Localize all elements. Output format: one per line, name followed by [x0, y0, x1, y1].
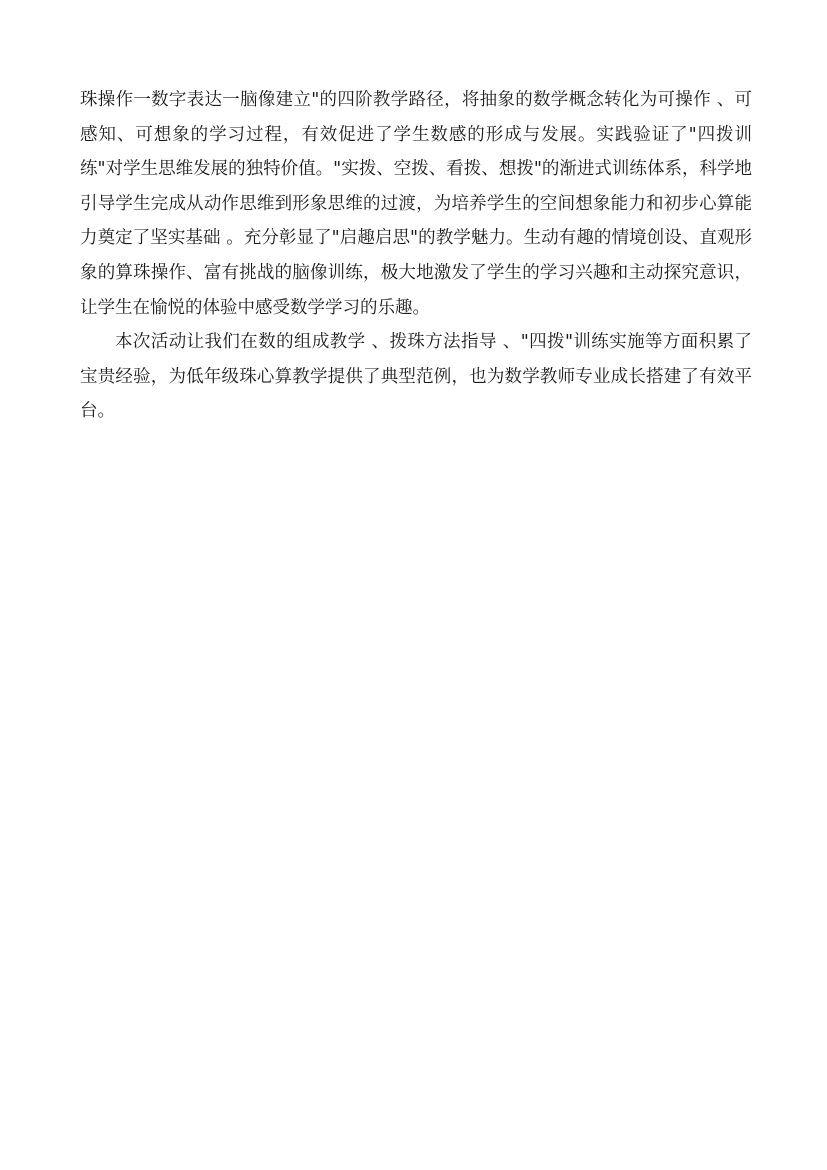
document-body [80, 83, 752, 429]
paragraph-conclusion: 本次活动让我们在数的组成教学 、拨珠方法指导 、"四拨"训练实施等方面积累了宝贵经验，为低年级珠心算教学提供了典型范例，也为数学教师专业成长搭建了有效平台。 [80, 332, 752, 422]
paragraph-continuation: 珠操作一数字表达一脑像建立"的四阶教学路径，将抽象的数学概念转化为可操作 、可感知、可想象的学习过程，有效促进了学生数感的形成与发展。实践验证了"四拨训练"对学生思维发展的独特价值。"实拨、空拨、看拨、想拨"的渐进式训练体系，科学地引导学生完成从动作思维到形象思维的过渡，为培养学生的空间想象能力和初步心算能力奠定了坚实基础 。充分彰显了"启趣启思"的教学魅力。生动有趣的情境创设、直观形象的算珠操作、富有挑战的脑像训练，极大地激发了学生的学习兴趣和主动探究意识，让学生在愉悦的体验中感受数学学习的乐趣。 [80, 90, 752, 318]
